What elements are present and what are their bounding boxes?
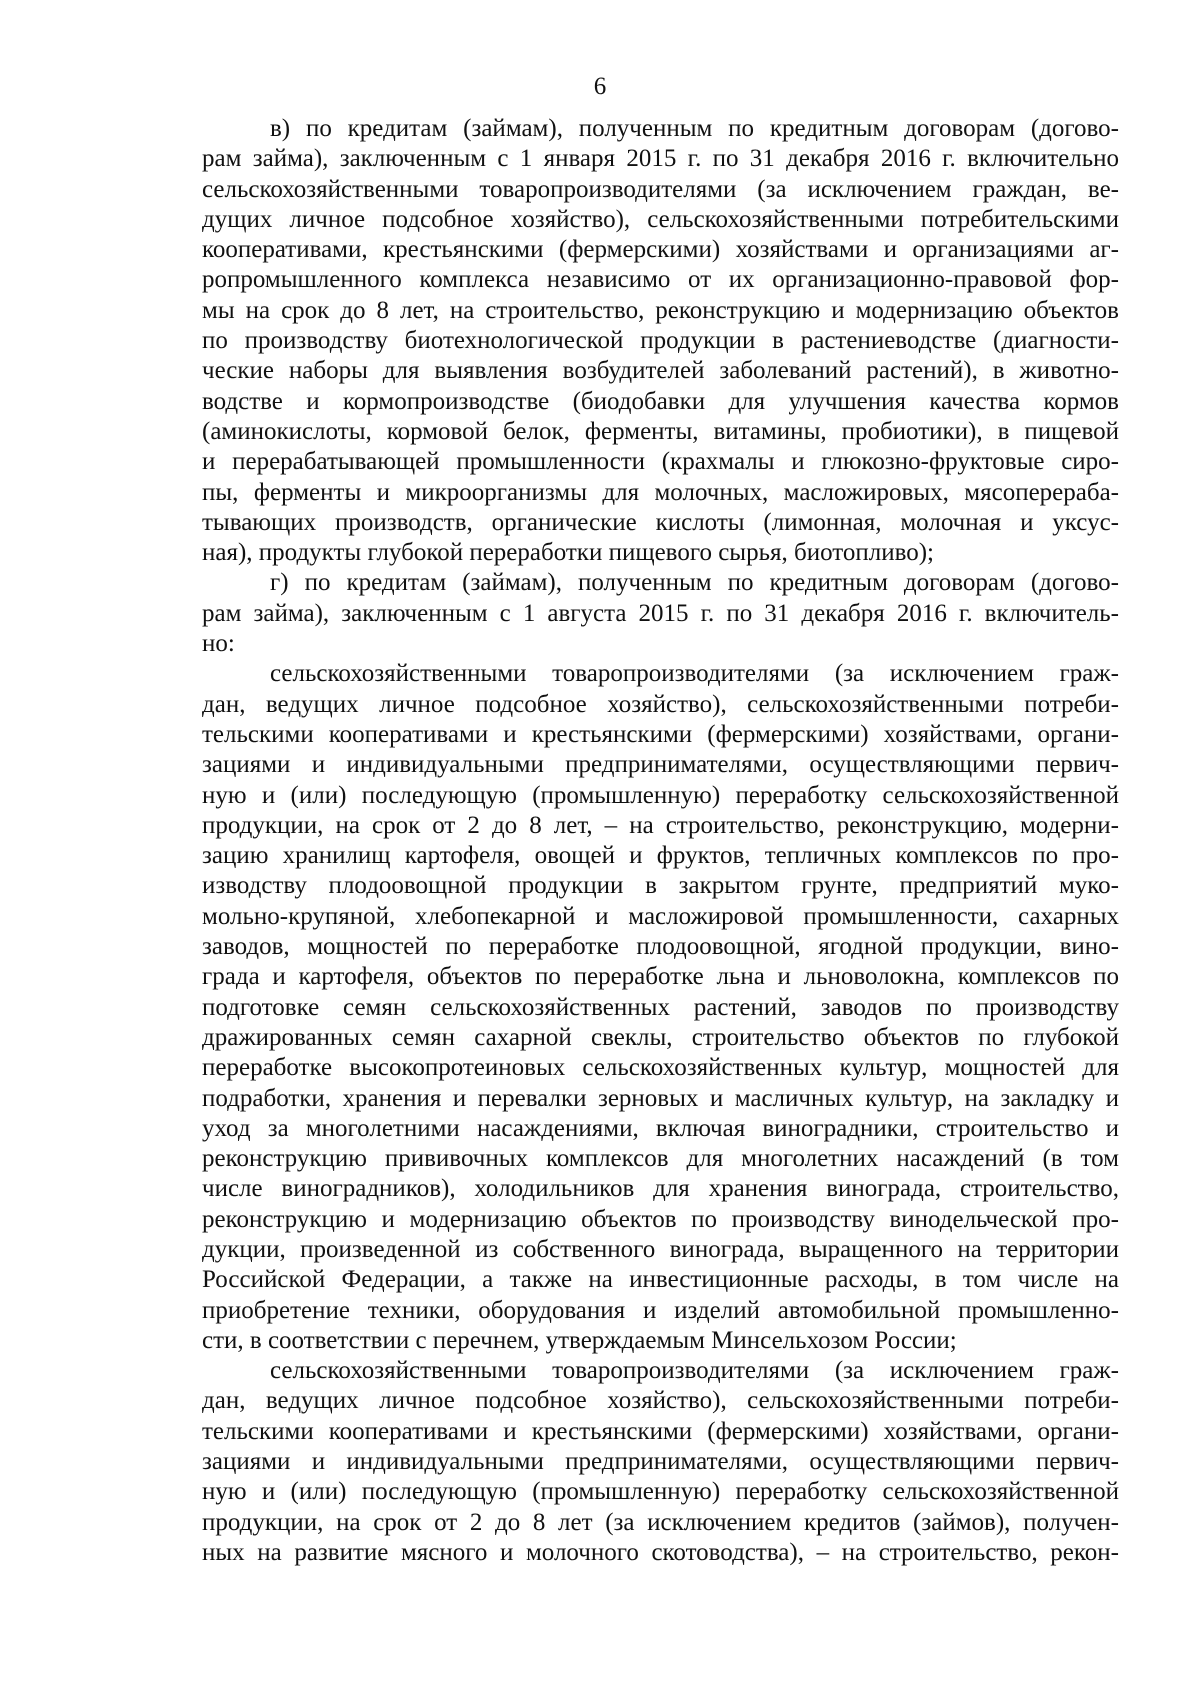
text-line: ных на развитие мясного и молочного скотоводства), – на строительство, рекон-	[202, 1538, 1119, 1566]
text-line: сти, в соответствии с перечнем, утверждаемым Минсельхозом России;	[202, 1326, 957, 1354]
text-line: заводов, мощностей по переработке плодоовощной, ягодной продукции, вино-	[202, 933, 1119, 961]
text-line: зациями и индивидуальными предпринимателями, осуществляющими первич-	[202, 751, 1119, 779]
text-line: дан, ведущих личное подсобное хозяйство), сельскохозяйственными потреби-	[202, 690, 1119, 718]
text-line: зацию хранилищ картофеля, овощей и фруктов, тепличных комплексов по про-	[202, 842, 1119, 870]
text-line: рам займа), заключенным с 1 августа 2015 г. по 31 декабря 2016 г. включитель-	[202, 599, 1119, 627]
text-line: дан, ведущих личное подсобное хозяйство), сельскохозяйственными потреби-	[202, 1387, 1119, 1415]
text-line: Российской Федерации, а также на инвестиционные расходы, в том числе на	[202, 1266, 1119, 1294]
text-line: ную и (или) последующую (промышленную) переработку сельскохозяйственной	[202, 781, 1119, 809]
text-line: (аминокислоты, кормовой белок, ферменты, витамины, пробиотики), в пищевой	[202, 417, 1119, 445]
text-line: но:	[202, 630, 235, 658]
text-line: изводству плодоовощной продукции в закрытом грунте, предприятий муко-	[202, 872, 1119, 900]
text-line: зациями и индивидуальными предпринимателями, осуществляющими первич-	[202, 1448, 1119, 1476]
text-line: приобретение техники, оборудования и изделий автомобильной промышленно-	[202, 1296, 1119, 1324]
text-line: кооперативами, крестьянскими (фермерскими) хозяйствами и организациями аг-	[202, 236, 1119, 264]
text-line: пы, ферменты и микроорганизмы для молочных, масложировых, мясоперераба-	[202, 478, 1119, 506]
page-number: 6	[593, 73, 607, 100]
text-line: по производству биотехнологической продукции в растениеводстве (диагности-	[202, 327, 1119, 355]
text-line: продукции, на срок от 2 до 8 лет (за исключением кредитов (займов), получен-	[202, 1508, 1119, 1536]
text-line: града и картофеля, объектов по переработке льна и льноволокна, комплексов по	[202, 963, 1119, 991]
text-line: мольно-крупяной, хлебопекарной и масложировой промышленности, сахарных	[202, 902, 1119, 930]
text-line: уход за многолетними насаждениями, включая виноградники, строительство и	[202, 1114, 1119, 1142]
text-line: ную и (или) последующую (промышленную) переработку сельскохозяйственной	[202, 1478, 1119, 1506]
text-line: реконструкцию и модернизацию объектов по производству винодельческой про-	[202, 1205, 1119, 1233]
text-line: переработке высокопротеиновых сельскохозяйственных культур, мощностей для	[202, 1054, 1119, 1082]
text-line: в) по кредитам (займам), полученным по кредитным договорам (догово-	[270, 115, 1119, 142]
text-line: мы на срок до 8 лет, на строительство, реконструкцию и модернизацию объектов	[202, 296, 1119, 324]
text-line: дражированных семян сахарной свеклы, строительство объектов по глубокой	[202, 1023, 1119, 1051]
text-line: числе виноградников), холодильников для хранения винограда, строительство,	[202, 1175, 1119, 1203]
text-line: тывающих производств, органические кислоты (лимонная, молочная и уксус-	[202, 508, 1119, 536]
text-line: рам займа), заключенным с 1 января 2015 г. по 31 декабря 2016 г. включительно	[202, 145, 1119, 173]
text-line: ческие наборы для выявления возбудителей заболеваний растений), в животно-	[202, 357, 1119, 385]
document-body	[202, 114, 1119, 1568]
text-line: подготовке семян сельскохозяйственных растений, заводов по производству	[202, 993, 1119, 1021]
text-line: и перерабатывающей промышленности (крахмалы и глюкозно-фруктовые сиро-	[202, 448, 1119, 476]
text-line: продукции, на срок от 2 до 8 лет, – на строительство, реконструкцию, модерни-	[202, 811, 1119, 839]
text-line: сельскохозяйственными товаропроизводителями (за исключением граждан, ве-	[202, 175, 1119, 203]
text-line: дущих личное подсобное хозяйство), сельскохозяйственными потребительскими	[202, 205, 1119, 233]
text-line: подработки, хранения и перевалки зерновых и масличных культур, на закладку и	[202, 1084, 1119, 1112]
text-line: водстве и кормопроизводстве (биодобавки для улучшения качества кормов	[202, 387, 1119, 415]
text-line: тельскими кооперативами и крестьянскими (фермерскими) хозяйствами, органи-	[202, 1417, 1119, 1445]
text-line: дукции, произведенной из собственного винограда, выращенного на территории	[202, 1235, 1119, 1263]
text-line: г) по кредитам (займам), полученным по кредитным договорам (догово-	[270, 569, 1119, 597]
text-line: ная), продукты глубокой переработки пищевого сырья, биотопливо);	[202, 539, 934, 567]
text-line: ропромышленного комплекса независимо от их организационно-правовой фор-	[202, 266, 1119, 294]
text-line: тельскими кооперативами и крестьянскими (фермерскими) хозяйствами, органи-	[202, 720, 1119, 748]
text-line: реконструкцию прививочных комплексов для многолетних насаждений (в том	[202, 1145, 1119, 1173]
text-line: сельскохозяйственными товаропроизводителями (за исключением граж-	[270, 660, 1119, 688]
text-line: сельскохозяйственными товаропроизводителями (за исключением граж-	[270, 1357, 1119, 1385]
